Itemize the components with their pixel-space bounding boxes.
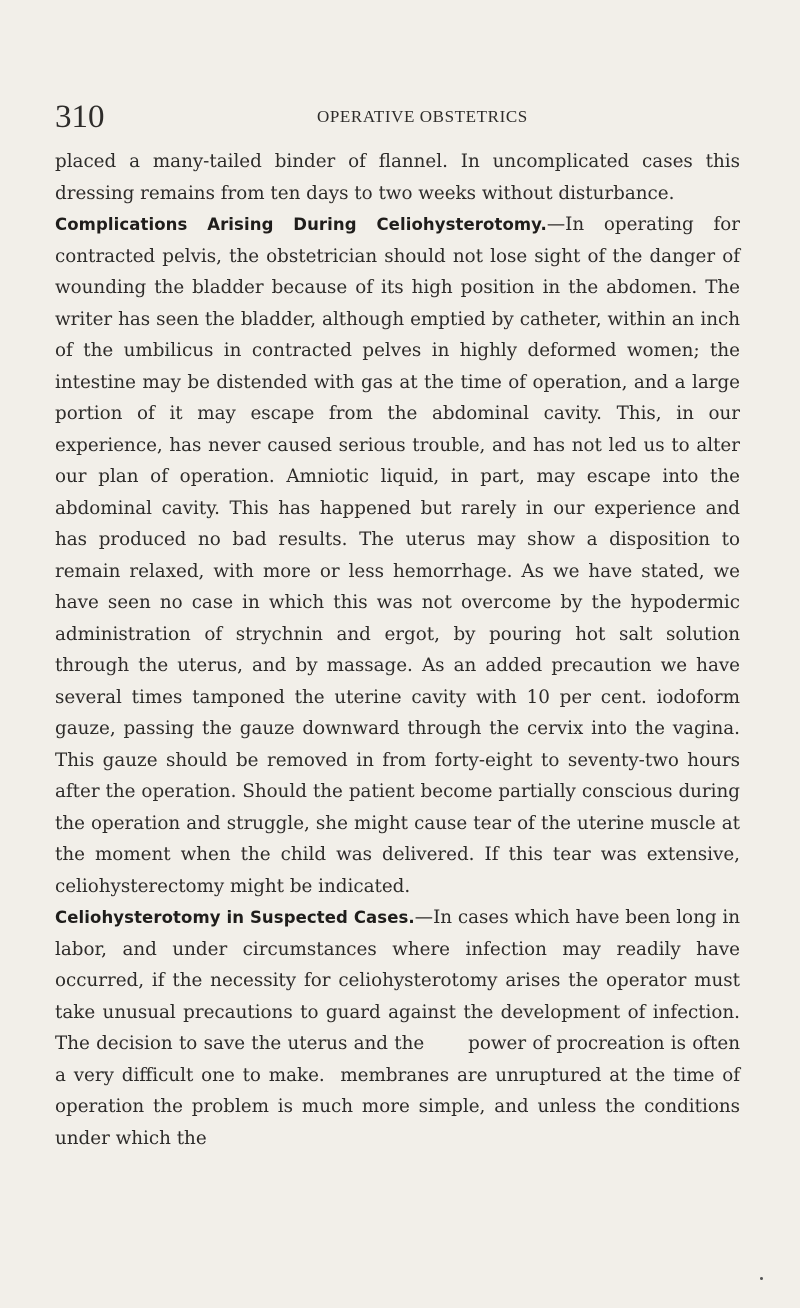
section-heading: Celiohysterotomy in Suspected Cases. xyxy=(55,908,415,927)
print-speck xyxy=(760,1277,763,1280)
body-text xyxy=(55,146,740,1154)
running-head: OPERATIVE OBSTETRICS xyxy=(317,107,528,126)
paragraph-text: —In cases which have been long in labor, and under circumstances where infection may readily have occurred, if the necessity for celiohysterotomy arises the operator must take unusual precautions to guard against the development of infection. The decision to save the uterus and the power of procreation is often a very difficult one to make. membranes are unruptured at the time of operation the problem is much more simple, and unless the conditions under which the xyxy=(55,907,741,1149)
paragraph-suspected-cases xyxy=(55,902,740,1154)
paragraph-text: placed a many-tailed binder of flannel. In uncomplicated cases this dressing remains from ten days to two weeks without disturbance. xyxy=(55,151,740,204)
paragraph-binder xyxy=(55,146,740,209)
page-header xyxy=(55,99,745,135)
page-number: 310 xyxy=(55,99,105,135)
paragraph-text: —In operating for contracted pelvis, the obstetrician should not lose sight of the danger of wounding the bladder because of its high position in the abdomen. The writer has seen the bladder, although emptied by catheter, within an inch of the umbilicus in contracted pelves in highly deformed women; the intestine may be distended with gas at the time of operation, and a large portion of it may escape from the abdominal cavity. This, in our experience, has never caused serious trouble, and has not led us to alter our plan of operation. Amniotic liquid, in part, may escape into the abdominal cavity. This has happened but rarely in our experience and has produced no bad results. The uterus may show a disposition to remain relaxed, with more or less hemorrhage. As we have stated, we have seen no case in which this was not overcome by the hypodermic administration of strychnin and ergot, by pouring hot salt solution through the uterus, and by massage. As an added precaution we have several times tamponed the uterine cavity with 10 per cent. iodoform gauze, passing the gauze downward through the cervix into the vagina. This gauze should be removed in from forty-eight to seventy-two hours after the operation. Should the patient become partially conscious during the operation and struggle, she might cause tear of the uterine muscle at the moment when the child was delivered. If this tear was extensive, celiohysterectomy might be indicated. xyxy=(55,214,740,897)
paragraph-complications xyxy=(55,209,740,902)
section-heading: Complications Arising During Celiohysterotomy. xyxy=(55,215,547,234)
